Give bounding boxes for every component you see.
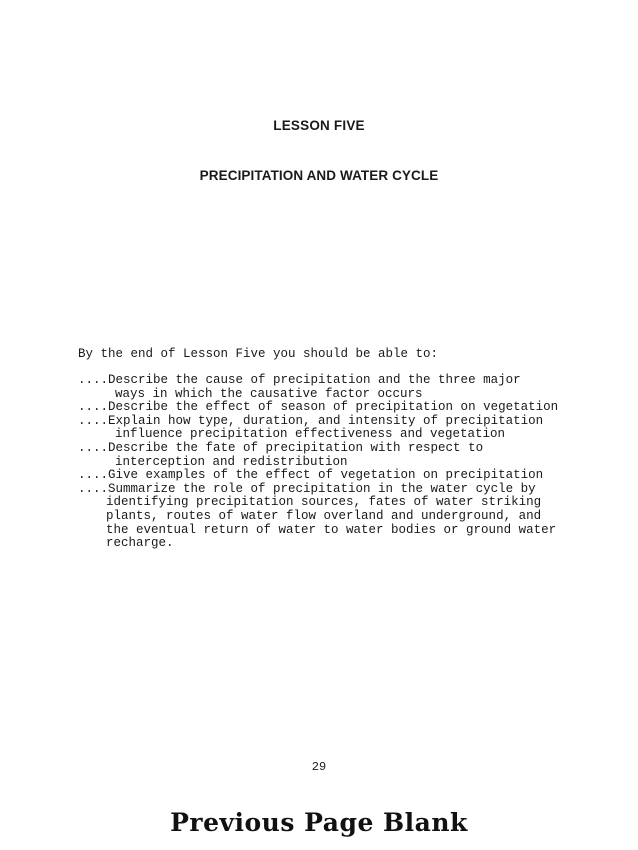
objective-line: plants, routes of water flow overland and underground, and [106,508,542,523]
objective-item [78,442,598,469]
lesson-title-heading: PRECIPITATION AND WATER CYCLE [199,168,439,183]
objective-line: ....Give examples of the effect of vegetation on precipitation [78,468,544,483]
objective-line: influence precipitation effectiveness and vegetation [115,427,506,442]
objective-line: interception and redistribution [115,454,348,469]
objective-line: ....Explain how type, duration, and intensity of precipitation [78,413,544,428]
objective-line: ....Describe the cause of precipitation and the three major [78,373,521,387]
objectives-list [78,374,598,551]
objective-line: ....Describe the effect of season of precipitation on vegetation [78,400,559,415]
page-number: 29 [311,760,327,774]
lesson-number-heading: LESSON FIVE [273,118,365,133]
previous-page-blank-note: Previous Page Blank [170,808,468,837]
objective-line: recharge. [106,536,174,551]
objective-item [78,374,598,401]
objectives-intro: By the end of Lesson Five you should be able to: [78,347,439,361]
objective-item [78,483,598,551]
objective-line: identifying precipitation sources, fates of water striking [106,495,542,510]
objective-line: ....Describe the fate of precipitation with respect to [78,440,484,455]
objective-item [78,415,598,442]
objective-line: the eventual return of water to water bodies or ground water [106,522,557,537]
objective-item [78,469,598,483]
objective-line: ....Summarize the role of precipitation in the water cycle by [78,481,536,496]
objective-item [78,401,598,415]
objective-line: ways in which the causative factor occurs [115,386,423,401]
